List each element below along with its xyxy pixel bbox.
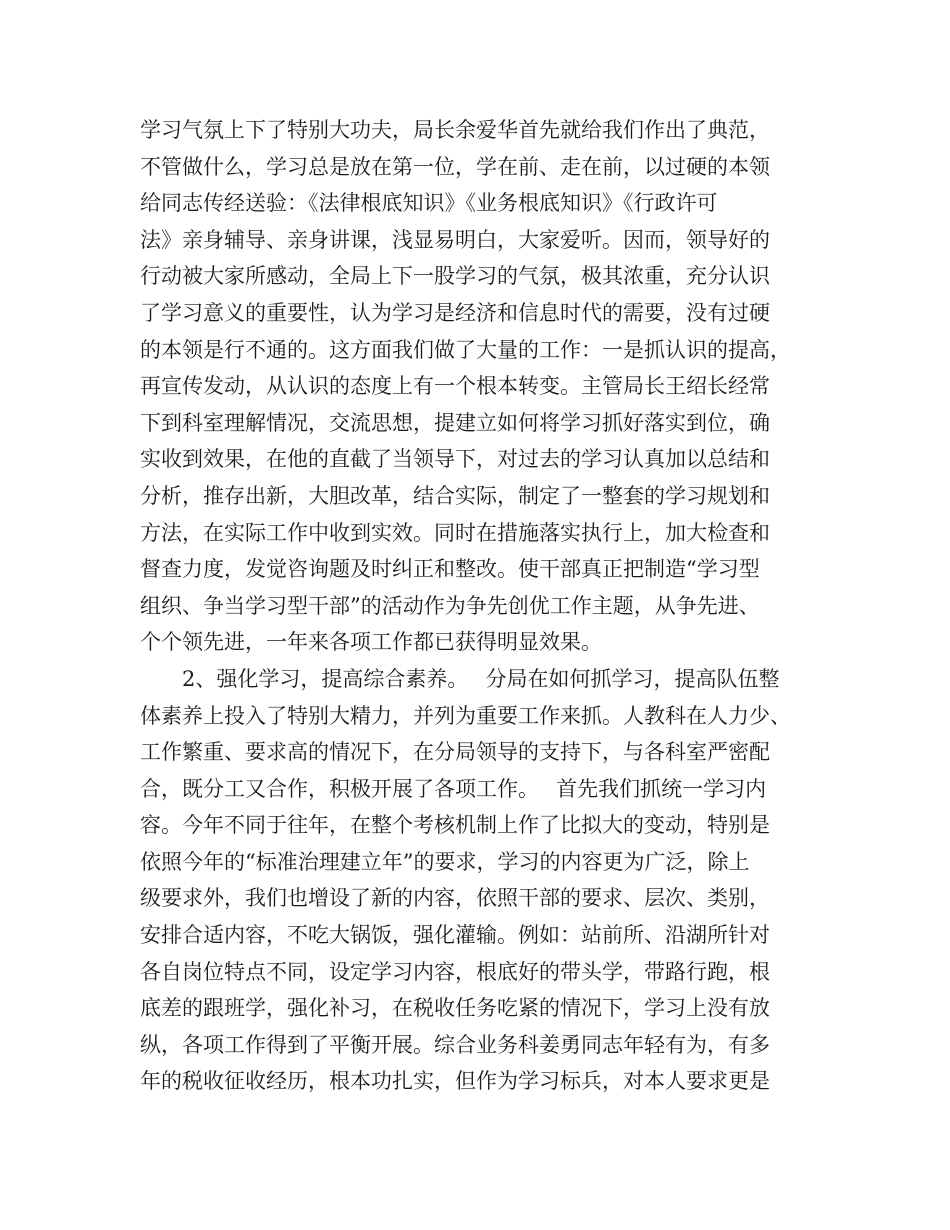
text-line: 分析，推存出新，大胆改革，结合实际，制定了一整套的学习规划和 xyxy=(140,483,770,508)
text-line: 的本领是行不通的。这方面我们做了大量的工作：一是抓认识的提高， xyxy=(140,337,791,362)
text-line: 下到科室理解情况，交流思想，提建立如何将学习抓好落实到位，确 xyxy=(140,410,770,435)
text-line: 工作繁重、要求高的情况下，在分局领导的支持下，与各科室严密配 xyxy=(140,740,770,765)
text-line: 个个领先进，一年来各项工作都已获得明显效果。 xyxy=(140,630,602,655)
text-line: 再宣传发动，从认识的态度上有一个根本转变。主管局长王绍长经常 xyxy=(140,374,770,399)
text-line: 实收到效果，在他的直截了当领导下，对过去的学习认真加以总结和 xyxy=(140,447,770,472)
text-line: 组织、争当学习型干部”的活动作为争先创优工作主题，从争先进、 xyxy=(140,593,760,618)
body-text xyxy=(140,112,830,1100)
text-line: 纵，各项工作得到了平衡开展。综合业务科姜勇同志年轻有为，有多 xyxy=(140,1032,770,1057)
text-line: 给同志传经送验：《法律根底知识》《业务根底知识》《行政许可 xyxy=(140,191,718,216)
text-line: 方法，在实际工作中收到实效。同时在措施落实执行上，加大检查和 xyxy=(140,520,770,545)
text-line: 2、强化学习，提高综合素养。 分局在如何抓学习，提高队伍整 xyxy=(140,666,780,691)
text-line: 合，既分工又合作，积极开展了各项工作。 首先我们抓统一学习内 xyxy=(140,776,767,801)
text-line: 学习气氛上下了特别大功夫，局长余爱华首先就给我们作出了典范， xyxy=(140,118,770,142)
text-line: 底差的跟班学，强化补习，在税收任务吃紧的情况下，学习上没有放 xyxy=(140,996,770,1021)
text-line: 不管做什么，学习总是放在第一位，学在前、走在前，以过硬的本领 xyxy=(140,154,770,179)
text-line: 行动被大家所感动，全局上下一股学习的气氛，极其浓重，充分认识 xyxy=(140,264,770,289)
text-line: 体素养上投入了特别大精力，并列为重要工作来抓。人教科在人力少、 xyxy=(140,703,791,728)
text-line: 了学习意义的重要性，认为学习是经济和信息时代的需要，没有过硬 xyxy=(140,300,770,325)
text-line: 各自岗位特点不同，设定学习内容，根底好的带头学，带路行跑，根 xyxy=(140,959,770,984)
text-line: 依照今年的“标准治理建立年”的要求，学习的内容更为广泛，除上 xyxy=(140,849,750,874)
text-line: 督查力度，发觉咨询题及时纠正和整改。使干部真正把制造“学习型 xyxy=(140,557,760,582)
text-line: 安排合适内容，不吃大锅饭，强化灌输。例如：站前所、沿湖所针对 xyxy=(140,923,770,948)
text-line: 法》亲身辅导、亲身讲课，浅显易明白，大家爱听。因而，领导好的 xyxy=(140,227,770,252)
text-line: 年的税收征收经历，根本功扎实，但作为学习标兵，对本人要求更是 xyxy=(140,1069,770,1094)
text-line: 级要求外，我们也增设了新的内容，依照干部的要求、层次、类别， xyxy=(140,886,770,911)
text-line: 容。今年不同于往年，在整个考核机制上作了比拟大的变动，特别是 xyxy=(140,813,770,838)
